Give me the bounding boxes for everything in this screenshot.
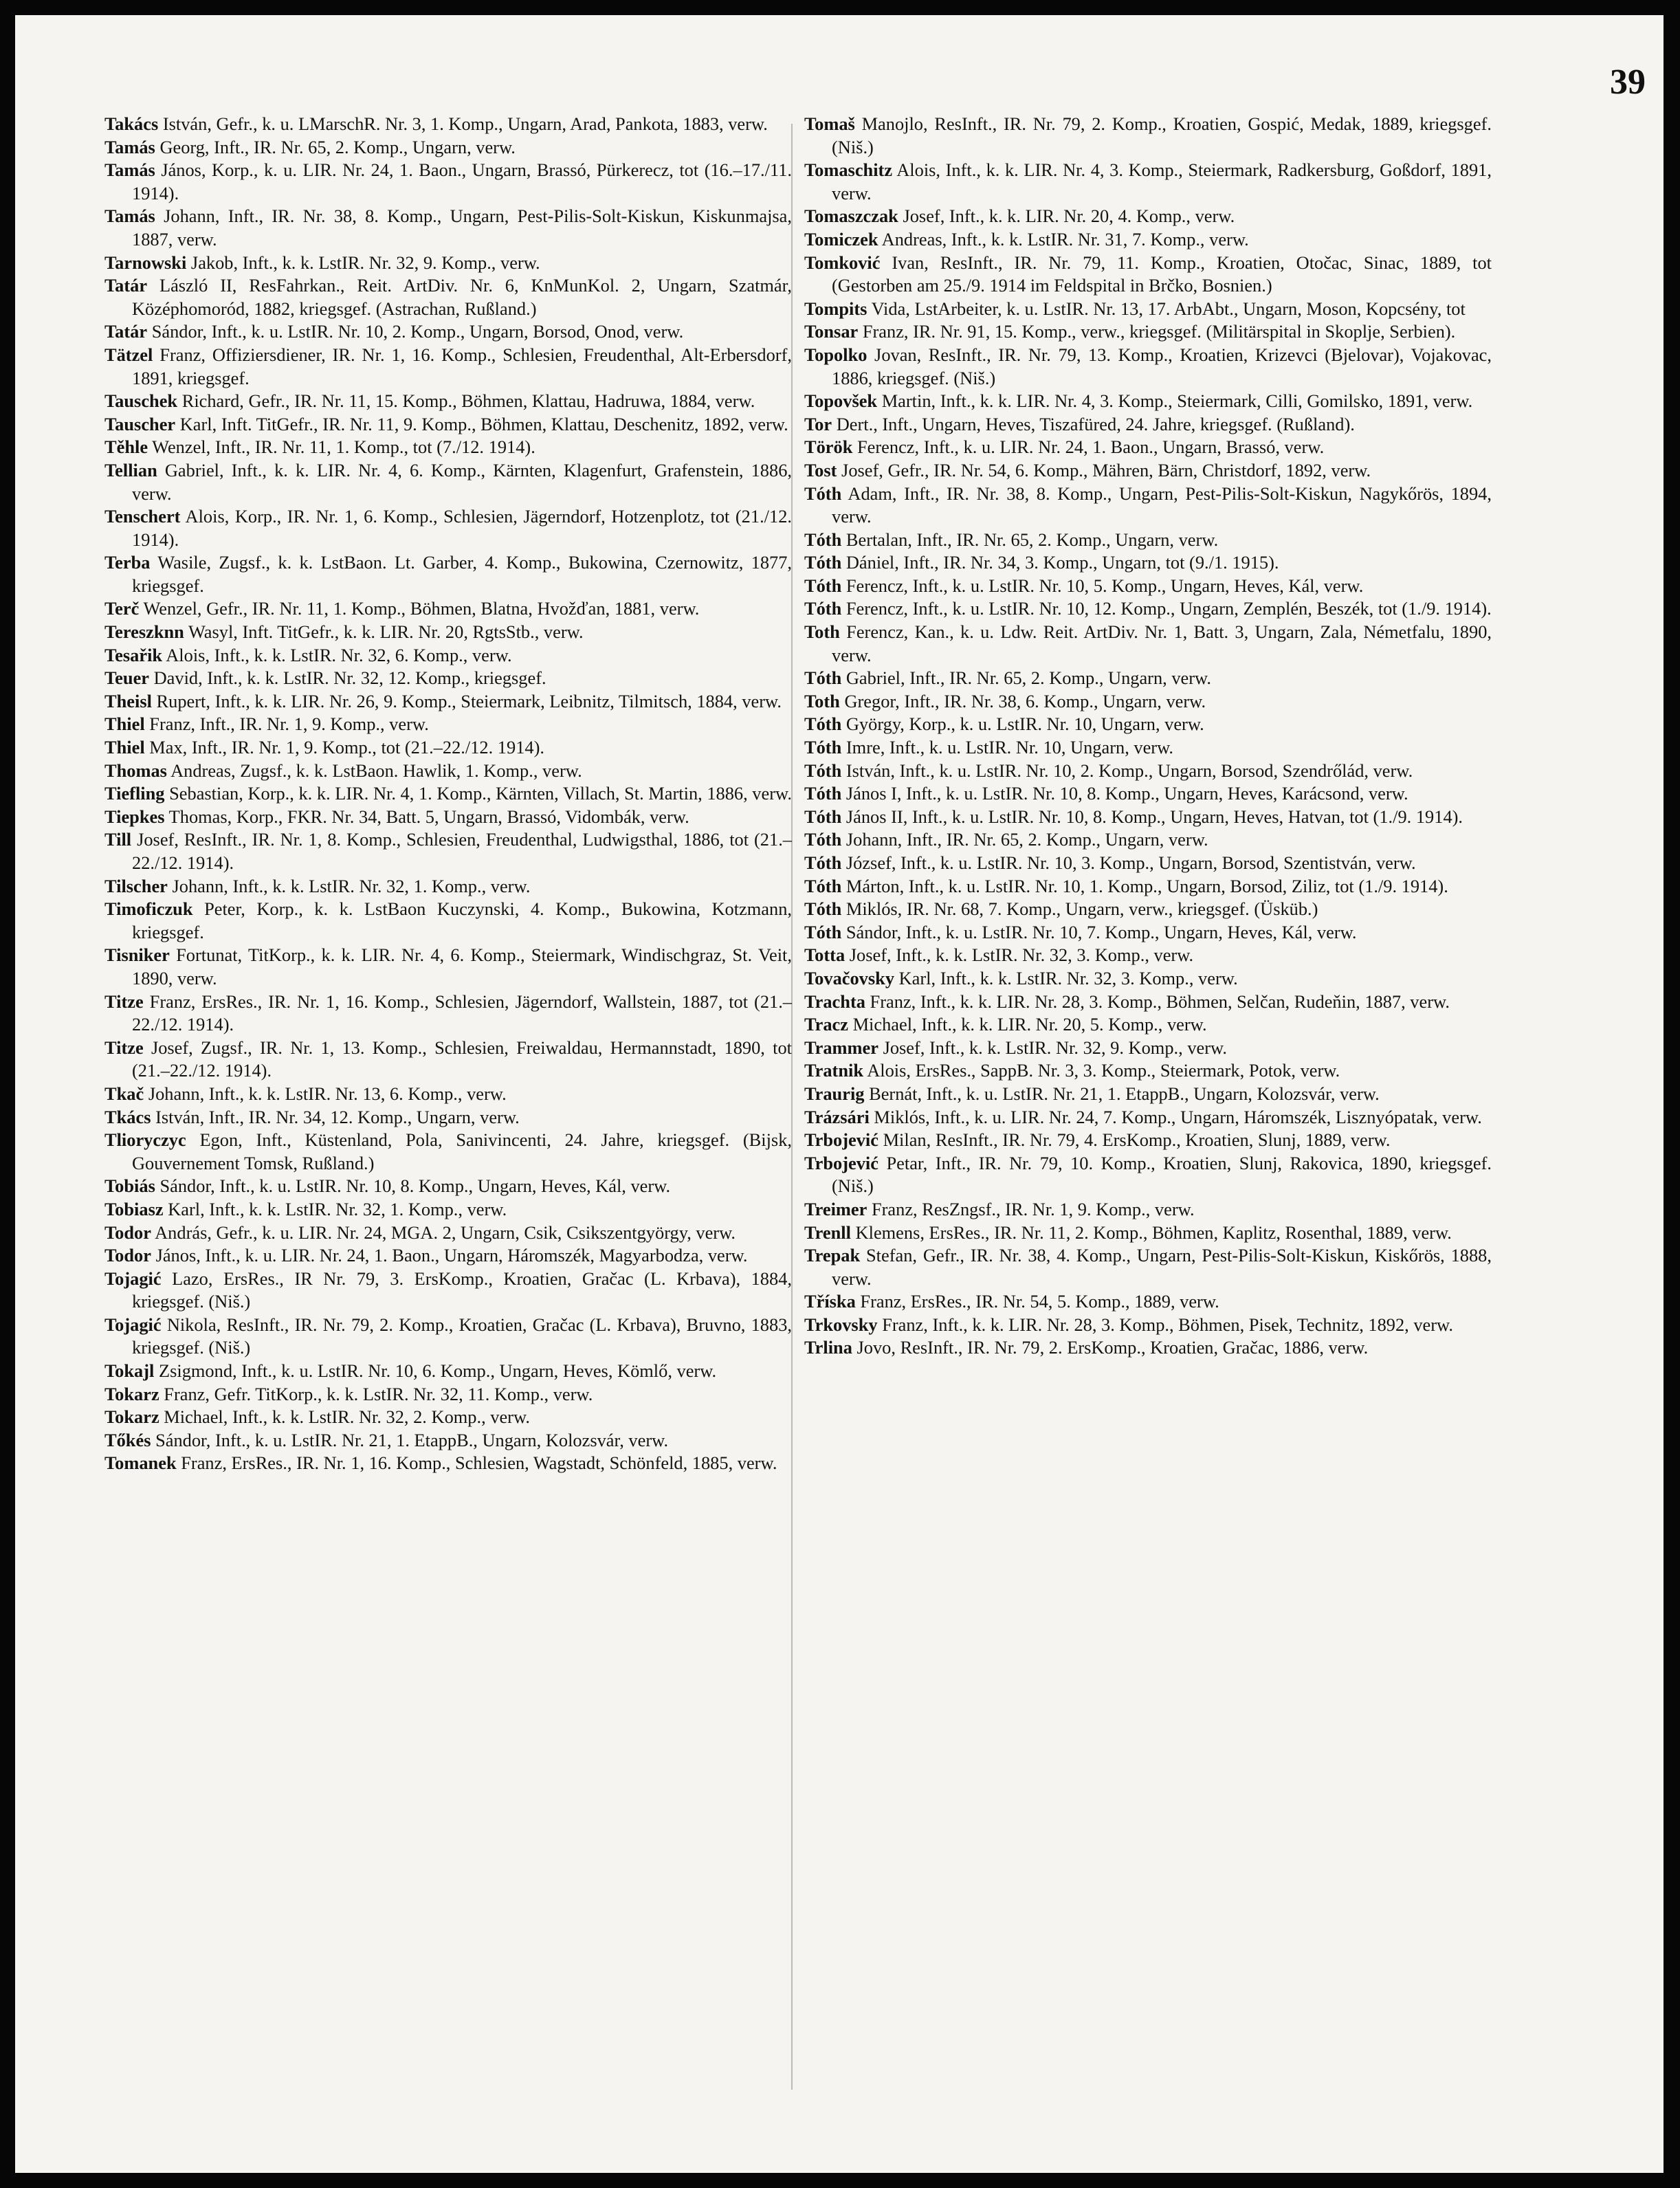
entry-details: Martin, Inft., k. k. LIR. Nr. 4, 3. Komp., Steiermark, Cilli, Gomilsko, 1891, verw. [881,390,1473,412]
entry-details: Sándor, Inft., k. u. LstIR. Nr. 10, 2. Komp., Ungarn, Borsod, Onod, verw. [151,321,684,342]
list-item [804,991,1492,1014]
list-item [104,782,792,806]
entry-surname: Tlioryczyc [104,1129,186,1151]
list-item [804,113,1492,159]
list-item [104,828,792,874]
list-item [104,1106,792,1129]
list-item [104,1360,792,1383]
entry-surname: Tomaszczak [804,206,898,227]
entry-surname: Trázsári [804,1106,870,1127]
entry-surname: Tamás [104,206,155,227]
list-item [104,274,792,320]
entry-details: Miklós, Inft., k. u. LIR. Nr. 24, 7. Komp., Ungarn, Háromszék, Lisznyópatak, verw. [874,1106,1482,1127]
entry-details: Wasyl, Inft. TitGefr., k. k. LIR. Nr. 20, RgtsStb., verw. [188,621,584,643]
entry-surname: Tisniker [104,944,170,966]
entry-surname: Todor [104,1245,151,1266]
list-item [804,529,1492,552]
entry-surname: Tkács [104,1106,151,1127]
list-item [104,1314,792,1360]
entry-surname: Tokarz [104,1406,159,1428]
list-item [104,667,792,690]
list-item [804,1106,1492,1129]
list-item [104,713,792,736]
entry-details: Alois, Korp., IR. Nr. 1, 6. Komp., Schlesien, Jägerndorf, Hotzenplotz, tot (21./12. 1914). [132,506,792,550]
list-item [804,1083,1492,1106]
list-item [104,1268,792,1314]
entry-details: Miklós, IR. Nr. 68, 7. Komp., Ungarn, verw., kriegsgef. (Üsküb.) [845,898,1318,920]
entry-surname: Tóth [804,575,842,596]
entry-details: Josef, Inft., k. k. LstIR. Nr. 32, 3. Komp., verw. [849,944,1194,966]
entry-surname: Tatár [104,321,148,342]
entry-surname: Tarnowski [104,252,187,273]
entry-details: Franz, Gefr. TitKorp., k. k. LstIR. Nr. 32, 11. Komp., verw. [164,1383,593,1404]
entry-surname: Tätzel [104,344,153,365]
entry-details: János, Inft., k. u. LIR. Nr. 24, 1. Baon., Ungarn, Háromszék, Magyarbodza, verw. [155,1245,748,1266]
list-item [104,344,792,390]
entry-surname: Tomanek [104,1452,177,1474]
entry-details: Andreas, Inft., k. k. LstIR. Nr. 31, 7. Komp., verw. [881,228,1249,250]
entry-surname: Timoficzuk [104,898,193,920]
entry-details: Lazo, ErsRes., IR Nr. 79, 3. ErsKomp., Kroatien, Gračac (L. Krbava), 1884, kriegsgef. (Niš.) [132,1268,792,1312]
entry-details: Georg, Inft., IR. Nr. 65, 2. Komp., Ungarn, verw. [159,136,516,157]
entry-surname: Tóth [804,921,842,942]
entry-details: Andreas, Zugsf., k. k. LstBaon. Hawlik, 1. Komp., verw. [170,760,582,781]
entry-details: Gabriel, Inft., k. k. LIR. Nr. 4, 6. Komp., Kärnten, Klagenfurt, Grafenstein, 1886, verw. [132,459,792,504]
entry-details: Sándor, Inft., k. u. LstIR. Nr. 10, 8. Komp., Ungarn, Heves, Kál, verw. [159,1175,671,1197]
entry-surname: Tóth [804,737,842,758]
list-item [104,1198,792,1222]
list-item [804,413,1492,437]
entry-details: Karl, Inft., k. k. LstIR. Nr. 32, 3. Komp., verw. [898,967,1238,988]
list-item [104,1037,792,1083]
list-item [104,459,792,505]
list-item [804,828,1492,852]
entry-surname: Tóth [804,714,842,735]
list-item [104,136,792,159]
list-item [804,621,1492,667]
list-item [804,551,1492,575]
entry-surname: Titze [104,1037,144,1058]
entry-surname: Tenschert [104,506,181,527]
list-item [104,1175,792,1198]
entry-surname: Takács [104,113,159,134]
entry-details: Stefan, Gefr., IR. Nr. 38, 4. Komp., Ungarn, Pest-Pilis-Solt-Kiskun, Kiskőrös, 1888, verw. [832,1245,1492,1289]
list-item [104,1129,792,1175]
entry-details: Karl, Inft., k. k. LstIR. Nr. 32, 1. Komp., verw. [168,1198,507,1219]
entry-details: László II, ResFahrkan., Reit. ArtDiv. Nr. 6, KnMunKol. 2, Ungarn, Szatmár, Középhomoród, 1882, kriegsgef. (Astrachan, Rußland.) [132,275,792,319]
list-item [804,483,1492,529]
entry-details: Johann, Inft., k. k. LstIR. Nr. 13, 6. Komp., verw. [148,1083,507,1104]
list-item [104,551,792,597]
entry-surname: Tobiasz [104,1198,164,1219]
entry-surname: Trammer [804,1037,878,1058]
entry-surname: Thomas [104,760,167,781]
entry-details: Dert., Inft., Ungarn, Heves, Tiszafüred, 24. Jahre, kriegsgef. (Rußland). [836,413,1355,434]
entry-surname: Tóth [804,806,842,827]
list-item [104,159,792,205]
entry-surname: Tomković [804,252,881,273]
entry-surname: Tříska [804,1291,856,1312]
entry-surname: Tőkés [104,1429,151,1450]
entry-details: Jovan, ResInft., IR. Nr. 79, 13. Komp., Kroatien, Krizevci (Bjelovar), Vojakovac, 1886, kriegsgef. (Niš.) [832,344,1492,388]
entry-surname: Tóth [804,783,842,804]
list-item [804,597,1492,621]
entry-details: Zsigmond, Inft., k. u. LstIR. Nr. 10, 6. Komp., Ungarn, Heves, Kömlő, verw. [158,1360,717,1382]
entry-surname: Tomaš [804,113,855,134]
list-item [104,875,792,898]
list-item [804,390,1492,413]
list-item [804,298,1492,321]
entry-details: Sebastian, Korp., k. k. LIR. Nr. 4, 1. Komp., Kärnten, Villach, St. Martin, 1886, verw. [169,783,792,804]
entry-details: Egon, Inft., Küstenland, Pola, Sanivincenti, 24. Jahre, kriegsgef. (Bijsk, Gouvernement Tomsk, Rußland.) [132,1129,792,1173]
list-item [104,1406,792,1429]
entry-surname: Tiefling [104,783,165,804]
entry-details: Márton, Inft., k. u. LstIR. Nr. 10, 1. Komp., Ungarn, Borsod, Ziliz, tot (1./9. 1914). [845,875,1448,896]
entry-surname: Tkač [104,1083,144,1104]
entry-details: Sándor, Inft., k. u. LstIR. Nr. 21, 1. EtappB., Ungarn, Kolozsvár, verw. [155,1429,669,1450]
entry-details: Johann, Inft., k. k. LstIR. Nr. 32, 1. Komp., verw. [172,875,531,896]
list-item [804,667,1492,690]
list-item [804,1222,1492,1245]
entry-details: Josef, Inft., k. k. LstIR. Nr. 32, 9. Komp., verw. [883,1037,1227,1058]
entry-surname: Tauschek [104,390,178,412]
entry-surname: Tokajl [104,1360,155,1382]
entry-surname: Trepak [804,1245,861,1266]
left-column [104,113,792,1475]
list-item [804,1059,1492,1083]
entry-surname: Tiepkes [104,806,165,827]
list-item [104,944,792,990]
list-item [104,390,792,413]
entry-surname: Tereszknn [104,621,184,643]
entry-details: Franz, Inft., k. k. LIR. Nr. 28, 3. Komp., Böhmen, Selčan, Rudeňin, 1887, verw. [870,991,1450,1012]
list-item [104,1429,792,1452]
entry-details: Richard, Gefr., IR. Nr. 11, 15. Komp., Böhmen, Klattau, Hadruwa, 1884, verw. [181,390,755,412]
entry-details: Alois, ErsRes., SappB. Nr. 3, 3. Komp., Steiermark, Potok, verw. [867,1060,1340,1081]
entry-surname: Tomiczek [804,228,878,250]
entry-surname: Trkovsky [804,1314,878,1335]
list-item [104,320,792,344]
entry-surname: Tojagić [104,1314,162,1335]
list-item [804,875,1492,898]
entry-details: Franz, ErsRes., IR. Nr. 54, 5. Komp., 1889, verw. [860,1291,1219,1312]
entry-surname: Tompits [804,298,867,319]
list-item [804,898,1492,921]
list-item [104,736,792,760]
list-item [804,344,1492,390]
entry-surname: Tóth [804,667,842,689]
list-item [804,713,1492,736]
entry-details: Franz, IR. Nr. 91, 15. Komp., verw., kriegsgef. (Militärspital in Skoplje, Serbien). [862,321,1456,342]
entry-surname: Toth [804,690,840,711]
list-item [104,1222,792,1245]
entry-surname: Thiel [104,737,145,758]
entry-surname: Tóth [804,760,842,781]
entry-surname: Tauscher [104,413,176,434]
list-item [804,575,1492,598]
entry-surname: Tojagić [104,1268,162,1289]
entry-surname: Trenll [804,1222,851,1243]
entry-details: Gregor, Inft., IR. Nr. 38, 6. Komp., Ungarn, verw. [844,690,1206,711]
list-item [804,1152,1492,1198]
entry-surname: Topolko [804,344,867,365]
entry-details: Ferencz, Inft., k. u. LIR. Nr. 24, 1. Baon., Ungarn, Brassó, verw. [857,437,1325,458]
entry-surname: Todor [104,1222,151,1243]
entry-details: Franz, ErsRes., IR. Nr. 1, 16. Komp., Schlesien, Wagstadt, Schönfeld, 1885, verw. [181,1452,777,1474]
list-item [804,1290,1492,1314]
list-item [804,252,1492,298]
list-item [804,1037,1492,1060]
entry-details: Michael, Inft., k. k. LstIR. Nr. 32, 2. Komp., verw. [164,1406,530,1428]
entry-details: Max, Inft., IR. Nr. 1, 9. Komp., tot (21.–22./12. 1914). [149,737,544,758]
entry-details: Manojlo, ResInft., IR. Nr. 79, 2. Komp., Kroatien, Gospić, Medak, 1889, kriegsgef. (Niš.) [832,113,1492,157]
list-item [804,806,1492,829]
entry-details: Adam, Inft., IR. Nr. 38, 8. Komp., Ungarn, Pest-Pilis-Solt-Kiskun, Nagykőrös, 1894, verw. [832,483,1492,527]
entry-details: Dániel, Inft., IR. Nr. 34, 3. Komp., Ungarn, tot (9./1. 1915). [845,552,1279,573]
entry-details: Ferencz, Inft., k. u. LstIR. Nr. 10, 12. Komp., Ungarn, Zemplén, Beszék, tot (1./9. 1914). [845,598,1492,619]
entry-details: Fortunat, TitKorp., k. k. LIR. Nr. 4, 6. Komp., Steiermark, Windischgraz, St. Veit, 1890, verw. [132,944,792,988]
entry-details: Jakob, Inft., k. k. LstIR. Nr. 32, 9. Komp., verw. [190,252,540,273]
list-item [804,459,1492,483]
entry-surname: Tóth [804,898,842,920]
entry-details: Rupert, Inft., k. k. LIR. Nr. 26, 9. Komp., Steiermark, Leibnitz, Tilmitsch, 1884, verw. [156,690,782,711]
entry-details: Wenzel, Inft., IR. Nr. 11, 1. Komp., tot (7./12. 1914). [152,437,535,458]
entry-details: Karl, Inft. TitGefr., IR. Nr. 11, 9. Komp., Böhmen, Klattau, Deschenitz, 1892, verw. [179,413,788,434]
list-item [104,1083,792,1106]
entry-details: István, Inft., IR. Nr. 34, 12. Komp., Ungarn, verw. [155,1106,520,1127]
list-item [804,760,1492,783]
entry-surname: Tóth [804,483,842,504]
entry-surname: Traurig [804,1083,865,1104]
list-item [804,1244,1492,1290]
entry-details: Franz, Inft., k. k. LIR. Nr. 28, 3. Komp., Böhmen, Pisek, Technitz, 1892, verw. [882,1314,1454,1335]
list-item [804,852,1492,875]
entry-details: Jovo, ResInft., IR. Nr. 79, 2. ErsKomp., Kroatien, Gračac, 1886, verw. [856,1337,1369,1358]
entry-details: Franz, Inft., IR. Nr. 1, 9. Komp., verw. [149,714,429,735]
list-item [104,621,792,644]
list-item [104,991,792,1037]
entry-surname: Török [804,437,853,458]
document-page [15,15,1664,2173]
entry-details: Wenzel, Gefr., IR. Nr. 11, 1. Komp., Böhmen, Blatna, Hvožďan, 1881, verw. [143,598,700,619]
entry-surname: Těhle [104,437,148,458]
entry-details: Sándor, Inft., k. u. LstIR. Nr. 10, 7. Komp., Ungarn, Heves, Kál, verw. [845,921,1357,942]
entry-surname: Tovačovsky [804,967,895,988]
entry-surname: Toth [804,621,840,643]
entry-details: Vida, LstArbeiter, k. u. LstIR. Nr. 13, 17. ArbAbt., Ungarn, Moson, Kopcsény, tot [871,298,1466,319]
list-item [104,597,792,621]
list-item [804,228,1492,252]
entry-surname: Tóth [804,852,842,873]
list-item [804,782,1492,806]
entry-surname: Treimer [804,1198,867,1219]
list-item [104,1244,792,1268]
entry-surname: Tobiás [104,1175,155,1197]
list-item [804,1314,1492,1337]
entry-details: Thomas, Korp., FKR. Nr. 34, Batt. 5, Ungarn, Brassó, Vidombák, verw. [168,806,689,827]
entry-details: Petar, Inft., IR. Nr. 79, 10. Komp., Kroatien, Slunj, Rakovica, 1890, kriegsgef. (Niš.) [832,1152,1492,1197]
entry-details: Peter, Korp., k. k. LstBaon Kuczynski, 4. Komp., Bukowina, Kotzmann, kriegsgef. [132,898,792,942]
entry-details: Klemens, ErsRes., IR. Nr. 11, 2. Komp., Böhmen, Kaplitz, Rosenthal, 1889, verw. [855,1222,1452,1243]
entry-surname: Tóth [804,529,842,550]
entry-surname: Tomaschitz [804,159,893,181]
list-item [104,505,792,551]
entry-details: Milan, ResInft., IR. Nr. 79, 4. ErsKomp., Kroatien, Slunj, 1889, verw. [883,1129,1391,1151]
entry-details: Johann, Inft., IR. Nr. 38, 8. Komp., Ungarn, Pest-Pilis-Solt-Kiskun, Kiskunmajsa, 1887, verw. [132,206,792,250]
list-item [804,921,1492,944]
entry-surname: Tamás [104,136,155,157]
entry-surname: Trbojević [804,1129,878,1151]
entry-details: Michael, Inft., k. k. LIR. Nr. 20, 5. Komp., verw. [852,1014,1207,1035]
entry-surname: Tóth [804,875,842,896]
list-item [104,690,792,714]
entry-details: Gabriel, Inft., IR. Nr. 65, 2. Komp., Ungarn, verw. [845,667,1211,689]
entry-surname: Tokarz [104,1383,159,1404]
list-item [804,967,1492,991]
entry-surname: Terba [104,552,151,573]
entry-details: János, Korp., k. u. LIR. Nr. 24, 1. Baon., Ungarn, Brassó, Pürkerecz, tot (16.–17./11. 1914). [132,159,792,203]
entry-details: György, Korp., k. u. LstIR. Nr. 10, Ungarn, verw. [845,714,1204,735]
entry-surname: Tonsar [804,321,859,342]
list-item [104,1383,792,1406]
entry-surname: Tost [804,459,837,480]
entry-details: Wasile, Zugsf., k. k. LstBaon. Lt. Garber, 4. Komp., Bukowina, Czernowitz, 1877, kriegsgef. [132,552,792,596]
entry-details: Bertalan, Inft., IR. Nr. 65, 2. Komp., Ungarn, verw. [845,529,1219,550]
entry-surname: Trbojević [804,1152,878,1173]
page-number: 39 [1610,63,1646,102]
list-item [104,252,792,275]
list-item [804,736,1492,760]
entry-details: Josef, ResInft., IR. Nr. 1, 8. Komp., Schlesien, Freudenthal, Ludwigsthal, 1886, tot (21.–22./12. 1914). [132,829,792,873]
entry-details: Imre, Inft., k. u. LstIR. Nr. 10, Ungarn, verw. [845,737,1174,758]
list-item [804,436,1492,459]
entry-surname: Theisl [104,690,152,711]
list-item [104,898,792,944]
entry-surname: Titze [104,991,144,1012]
entry-surname: Tellian [104,459,157,480]
entry-details: Franz, ErsRes., IR. Nr. 1, 16. Komp., Schlesien, Jägerndorf, Wallstein, 1887, tot (21.–22./12. 1914). [132,991,792,1035]
entry-details: Ferencz, Inft., k. u. LstIR. Nr. 10, 5. Komp., Ungarn, Heves, Kál, verw. [845,575,1364,596]
list-item [804,690,1492,714]
entry-surname: Till [104,829,132,850]
entry-details: Ferencz, Kan., k. u. Ldw. Reit. ArtDiv. Nr. 1, Batt. 3, Ungarn, Zala, Németfalu, 1890, verw. [832,621,1492,665]
entry-details: Bernát, Inft., k. u. LstIR. Nr. 21, 1. EtappB., Ungarn, Kolozsvár, verw. [869,1083,1380,1104]
entry-surname: Tatár [104,275,148,296]
entry-surname: Teuer [104,667,149,689]
right-column [804,113,1492,1360]
entry-surname: Tilscher [104,875,168,896]
entry-surname: Terč [104,598,140,619]
entry-surname: Trachta [804,991,865,1012]
list-item [804,1129,1492,1152]
entry-details: János II, Inft., k. u. LstIR. Nr. 10, 8. Komp., Ungarn, Heves, Hatvan, tot (1./9. 1914). [845,806,1463,827]
entry-details: Alois, Inft., k. k. LIR. Nr. 4, 3. Komp., Steiermark, Radkersburg, Goßdorf, 1891, verw. [832,159,1492,203]
entry-details: Johann, Inft., IR. Nr. 65, 2. Komp., Ungarn, verw. [845,829,1208,850]
entry-details: András, Gefr., k. u. LIR. Nr. 24, MGA. 2, Ungarn, Csik, Csikszentgyörgy, verw. [155,1222,736,1243]
list-item [104,644,792,667]
list-item [104,806,792,829]
list-item [804,944,1492,967]
list-item [104,1452,792,1475]
entry-details: Ivan, ResInft., IR. Nr. 79, 11. Komp., Kroatien, Otočac, Sinac, 1889, tot (Gestorben am 25./9. 1914 im Feldspital in Brčko, Bosnien.) [832,252,1492,296]
entry-details: Franz, Offiziersdiener, IR. Nr. 1, 16. Komp., Schlesien, Freudenthal, Alt-Erbersdorf, 1891, kriegsgef. [132,344,792,388]
entry-surname: Trlina [804,1337,852,1358]
entry-surname: Tóth [804,598,842,619]
entry-surname: Tesařik [104,644,163,665]
list-item [804,1336,1492,1360]
list-item [804,205,1492,228]
list-item [804,159,1492,205]
entry-surname: Tóth [804,829,842,850]
list-item [804,320,1492,344]
entry-details: Josef, Gefr., IR. Nr. 54, 6. Komp., Mähren, Bärn, Christdorf, 1892, verw. [841,459,1371,480]
entry-details: István, Inft., k. u. LstIR. Nr. 10, 2. Komp., Ungarn, Borsod, Szendrőlád, verw. [845,760,1413,781]
entry-surname: Tratnik [804,1060,864,1081]
entry-surname: Thiel [104,714,145,735]
list-item [104,436,792,459]
entry-details: István, Gefr., k. u. LMarschR. Nr. 3, 1. Komp., Ungarn, Arad, Pankota, 1883, verw. [162,113,768,134]
list-item [804,1198,1492,1222]
list-item [104,113,792,136]
entry-details: Franz, ResZngsf., IR. Nr. 1, 9. Komp., verw. [871,1198,1195,1219]
entry-details: Alois, Inft., k. k. LstIR. Nr. 32, 6. Komp., verw. [166,644,512,665]
entry-surname: Totta [804,944,845,966]
entry-surname: Tóth [804,552,842,573]
entry-surname: Tamás [104,159,155,181]
entry-surname: Topovšek [804,390,878,412]
list-item [104,760,792,783]
entry-surname: Tor [804,413,832,434]
entry-details: József, Inft., k. u. LstIR. Nr. 10, 3. Komp., Ungarn, Borsod, Szentistván, verw. [845,852,1416,873]
entry-details: David, Inft., k. k. LstIR. Nr. 32, 12. Komp., kriegsgef. [153,667,546,689]
entry-details: Josef, Inft., k. k. LIR. Nr. 20, 4. Komp., verw. [903,206,1235,227]
entry-details: János I, Inft., k. u. LstIR. Nr. 10, 8. Komp., Ungarn, Heves, Karácsond, verw. [845,783,1408,804]
list-item [804,1013,1492,1037]
list-item [104,205,792,251]
entry-details: Josef, Zugsf., IR. Nr. 1, 13. Komp., Schlesien, Freiwaldau, Hermannstadt, 1890, tot (21.–22./12. 1914). [132,1037,792,1081]
entry-surname: Tracz [804,1014,848,1035]
entry-details: Nikola, ResInft., IR. Nr. 79, 2. Komp., Kroatien, Gračac (L. Krbava), Bruvno, 1883, kriegsgef. (Niš.) [132,1314,792,1358]
list-item [104,413,792,437]
